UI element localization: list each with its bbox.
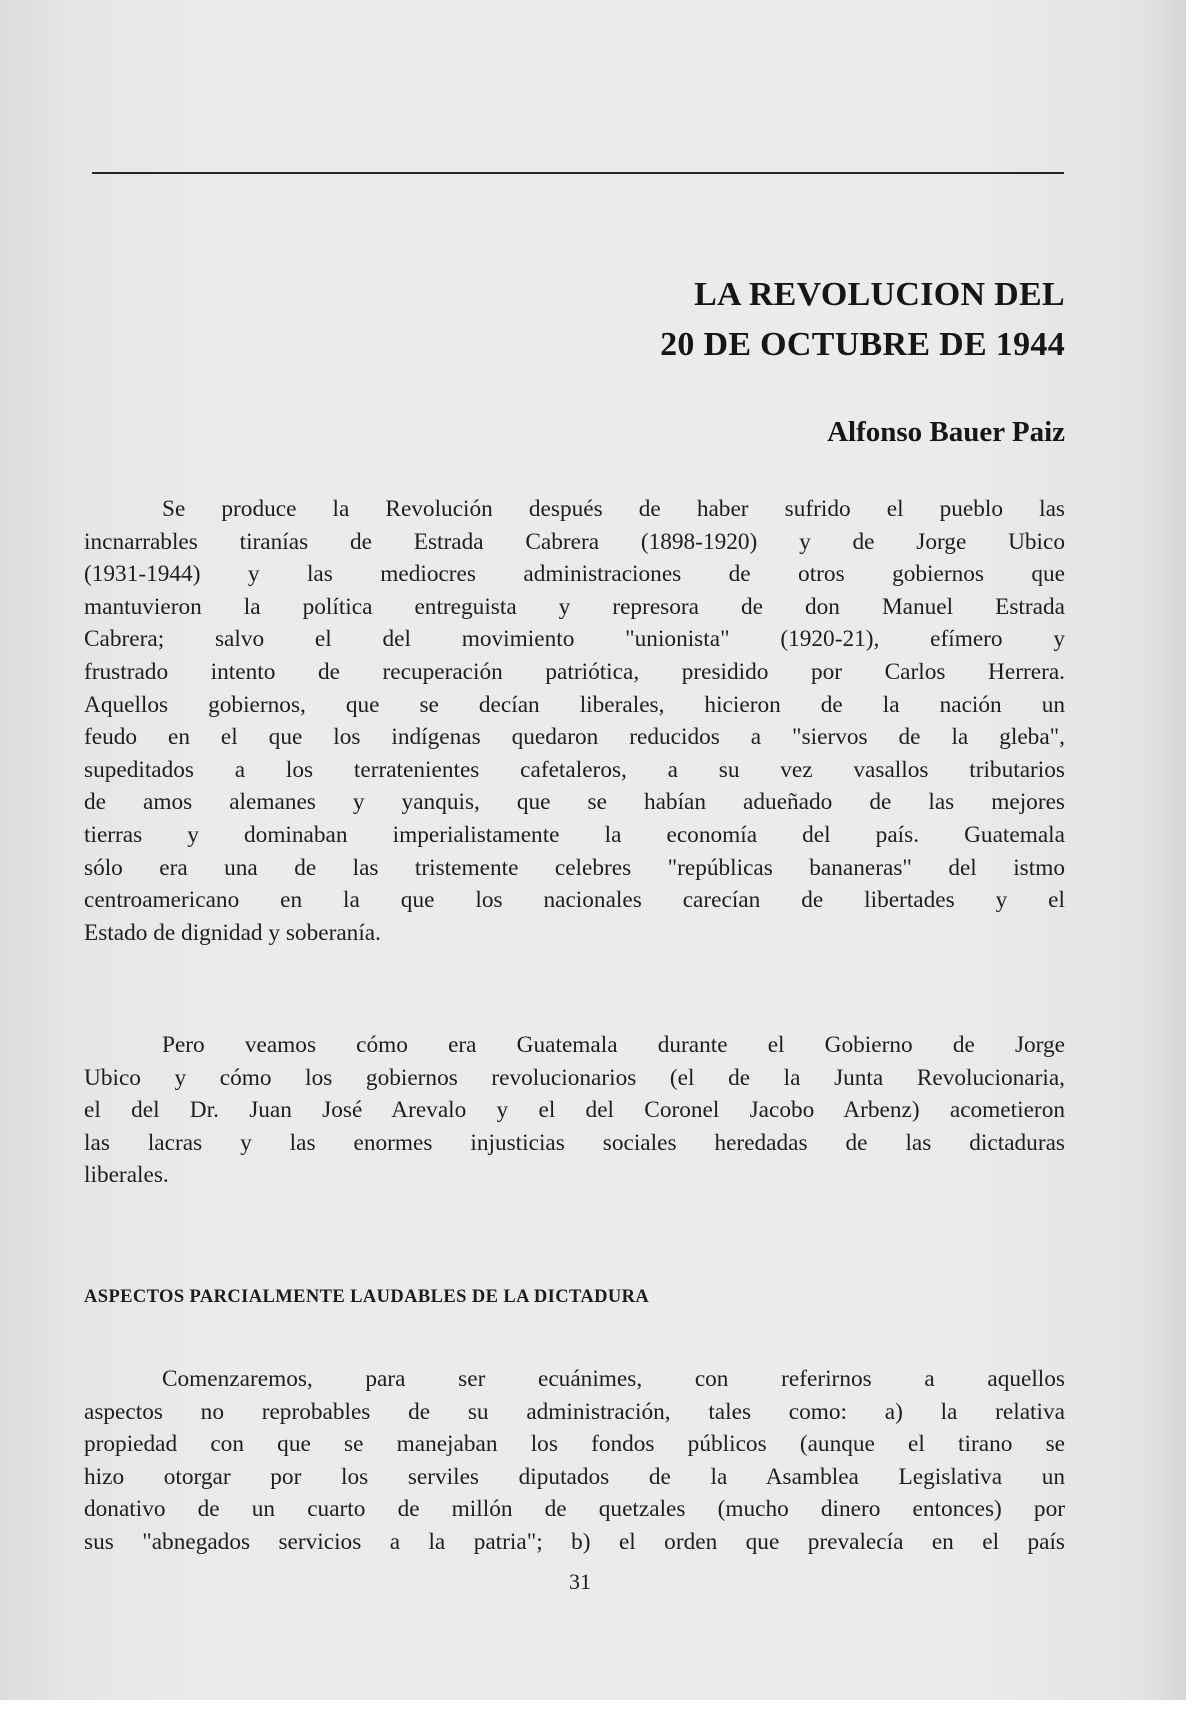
paragraph-line: Se produce la Revolución después de haber sufrido el pueblo las bbox=[162, 496, 1065, 522]
paragraph-line: frustrado intento de recuperación patriótica, presidido por Carlos Herrera. bbox=[84, 658, 1065, 685]
paragraph-line: incnarrables tiranías de Estrada Cabrera (1898-1920) y de Jorge Ubico bbox=[84, 528, 1065, 555]
paragraph-line: centroamericano en la que los nacionales carecían de libertades y el bbox=[84, 887, 1065, 914]
paragraph-line: Ubico y cómo los gobiernos revolucionarios (el de la Junta Revolucionaria, bbox=[84, 1064, 1065, 1091]
paragraph-1 bbox=[84, 493, 1065, 949]
paragraph-line: propiedad con que se manejaban los fondos públicos (aunque el tirano se bbox=[84, 1431, 1065, 1458]
paragraph-line: mantuvieron la política entreguista y represora de don Manuel Estrada bbox=[84, 593, 1065, 620]
paragraph-line: el del Dr. Juan José Arevalo y el del Coronel Jacobo Arbenz) acometieron bbox=[84, 1097, 1065, 1124]
article-author: Alfonso Bauer Paiz bbox=[827, 416, 1065, 448]
paragraph-line: donativo de un cuarto de millón de quetzales (mucho dinero entonces) por bbox=[84, 1496, 1065, 1523]
article-title-line-1: LA REVOLUCION DEL bbox=[694, 276, 1065, 313]
section-heading: ASPECTOS PARCIALMENTE LAUDABLES DE LA DICTADURA bbox=[84, 1287, 650, 1307]
paragraph-line: Pero veamos cómo era Guatemala durante el Gobierno de Jorge bbox=[162, 1032, 1065, 1058]
paragraph-line: de amos alemanes y yanquis, que se habían adueñado de las mejores bbox=[84, 789, 1065, 816]
paragraph-line: Aquellos gobiernos, que se decían liberales, hicieron de la nación un bbox=[84, 691, 1065, 718]
paragraph-line: supeditados a los terratenientes cafetaleros, a su vez vasallos tributarios bbox=[84, 756, 1065, 783]
paragraph-line: feudo en el que los indígenas quedaron reducidos a "siervos de la gleba", bbox=[84, 724, 1065, 751]
paragraph-line: las lacras y las enormes injusticias sociales heredadas de las dictaduras bbox=[84, 1129, 1065, 1156]
paragraph-line: sus "abnegados servicios a la patria"; b) el orden que prevalecía en el país bbox=[84, 1528, 1065, 1555]
paragraph-line: Comenzaremos, para ser ecuánimes, con referirnos a aquellos bbox=[162, 1366, 1065, 1392]
header-rule bbox=[92, 172, 1064, 174]
page-number: 31 bbox=[569, 1569, 591, 1594]
paragraph-line: (1931-1944) y las mediocres administraciones de otros gobiernos que bbox=[84, 561, 1065, 588]
scan-margin-right bbox=[1186, 0, 1200, 1712]
scan-margin-bottom bbox=[0, 1700, 1200, 1712]
paragraph-line: Estado de dignidad y soberanía. bbox=[84, 919, 381, 946]
paragraph-line: liberales. bbox=[84, 1162, 169, 1189]
paragraph-line: sólo era una de las tristemente celebres "repúblicas bananeras" del istmo bbox=[84, 854, 1065, 881]
paragraph-line: hizo otorgar por los serviles diputados de la Asamblea Legislativa un bbox=[84, 1463, 1065, 1490]
paragraph-line: Cabrera; salvo el del movimiento "unionista" (1920-21), efímero y bbox=[84, 626, 1065, 653]
paragraph-2 bbox=[84, 1029, 1065, 1192]
paragraph-line: aspectos no reprobables de su administración, tales como: a) la relativa bbox=[84, 1398, 1065, 1425]
article-title bbox=[400, 270, 1065, 370]
article-title-line-2: 20 DE OCTUBRE DE 1944 bbox=[660, 326, 1065, 363]
paragraph-line: tierras y dominaban imperialistamente la economía del país. Guatemala bbox=[84, 821, 1065, 848]
paragraph-3 bbox=[84, 1363, 1065, 1559]
